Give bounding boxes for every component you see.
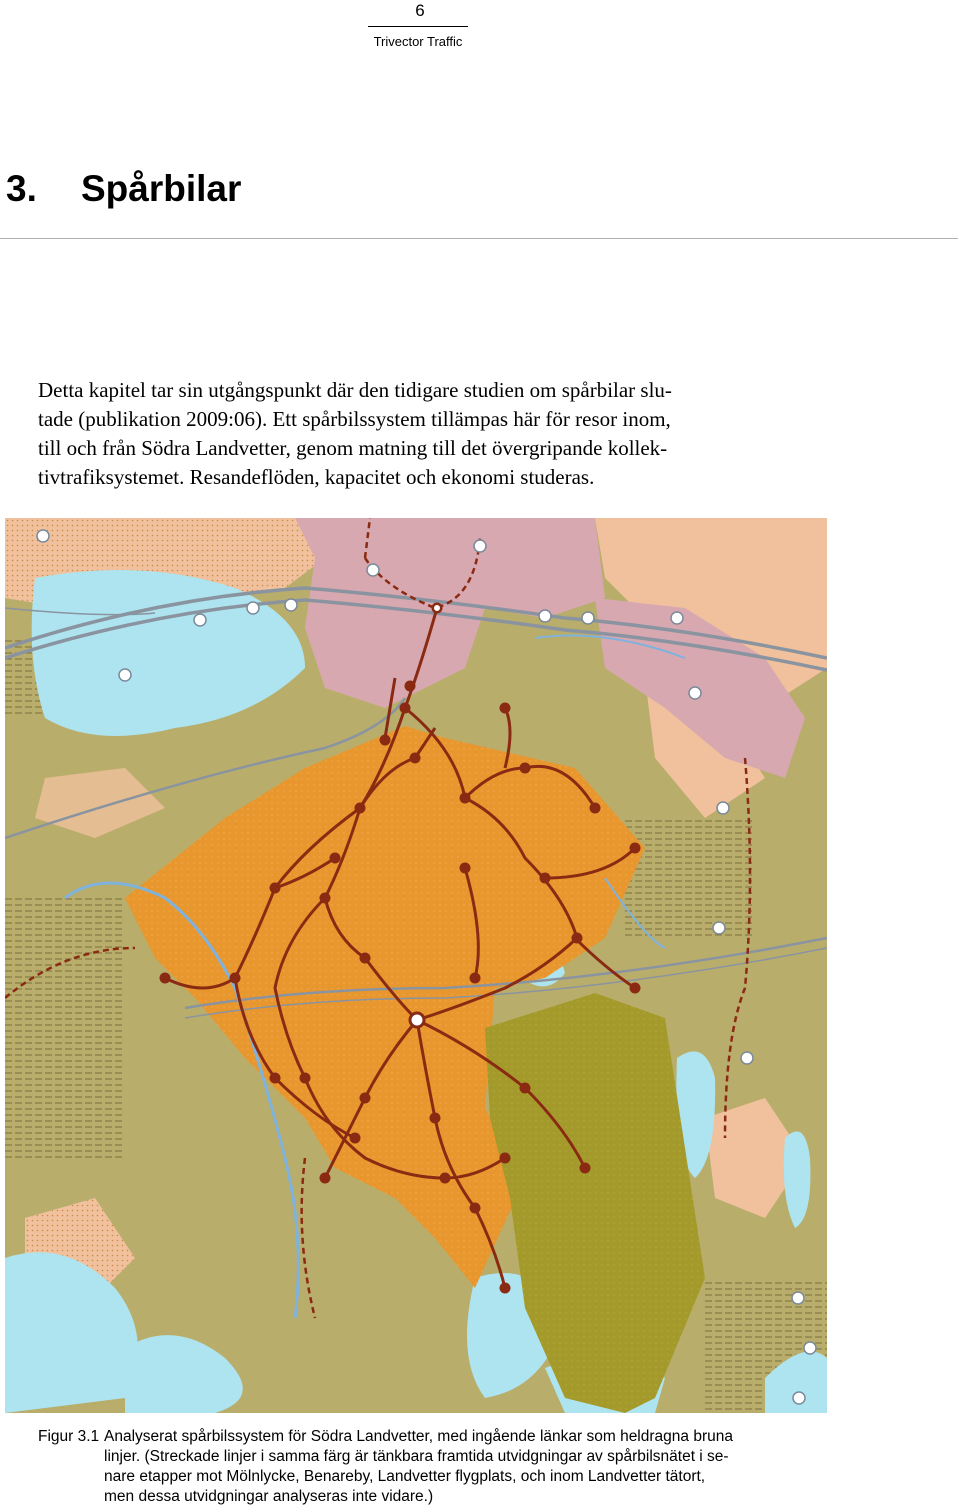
header-company: Trivector Traffic xyxy=(373,34,463,49)
chapter-heading xyxy=(6,166,241,212)
chapter-number: 3. xyxy=(6,168,37,209)
header-rule xyxy=(368,26,468,27)
heading-rule xyxy=(0,238,958,239)
station-icon xyxy=(433,604,441,612)
body-line: till och från Södra Landvetter, genom matning till det övergripande kollek- xyxy=(38,436,668,460)
caption-line: Analyserat spårbilssystem för Södra Landvetter, med ingående länkar som heldragna bruna xyxy=(104,1428,733,1445)
body-paragraph xyxy=(38,376,828,492)
map-figure xyxy=(5,518,827,1413)
central-hub xyxy=(410,1013,424,1027)
figure-caption xyxy=(104,1427,844,1507)
body-line: tivtrafiksystemet. Resandeflöden, kapacitet och ekonomi studeras. xyxy=(38,465,595,489)
map-image xyxy=(5,518,827,1413)
caption-line: linjer. (Streckade linjer i samma färg är tänkbara framtida utvidgningar av spårbilsnätet i se- xyxy=(104,1448,729,1465)
caption-line: nare etapper mot Mölnlycke, Benareby, Landvetter flygplats, och inom Landvetter tätort, xyxy=(104,1468,706,1485)
body-line: Detta kapitel tar sin utgångspunkt där den tidigare studien om spårbilar slu- xyxy=(38,378,672,402)
caption-line: men dessa utvidgningar analyseras inte vidare.) xyxy=(104,1488,434,1505)
page-number: 6 xyxy=(415,1,425,20)
figure-label: Figur 3.1 xyxy=(38,1428,100,1445)
body-line: tade (publikation 2009:06). Ett spårbilssystem tillämpas här för resor inom, xyxy=(38,407,671,431)
chapter-title: Spårbilar xyxy=(81,168,242,209)
